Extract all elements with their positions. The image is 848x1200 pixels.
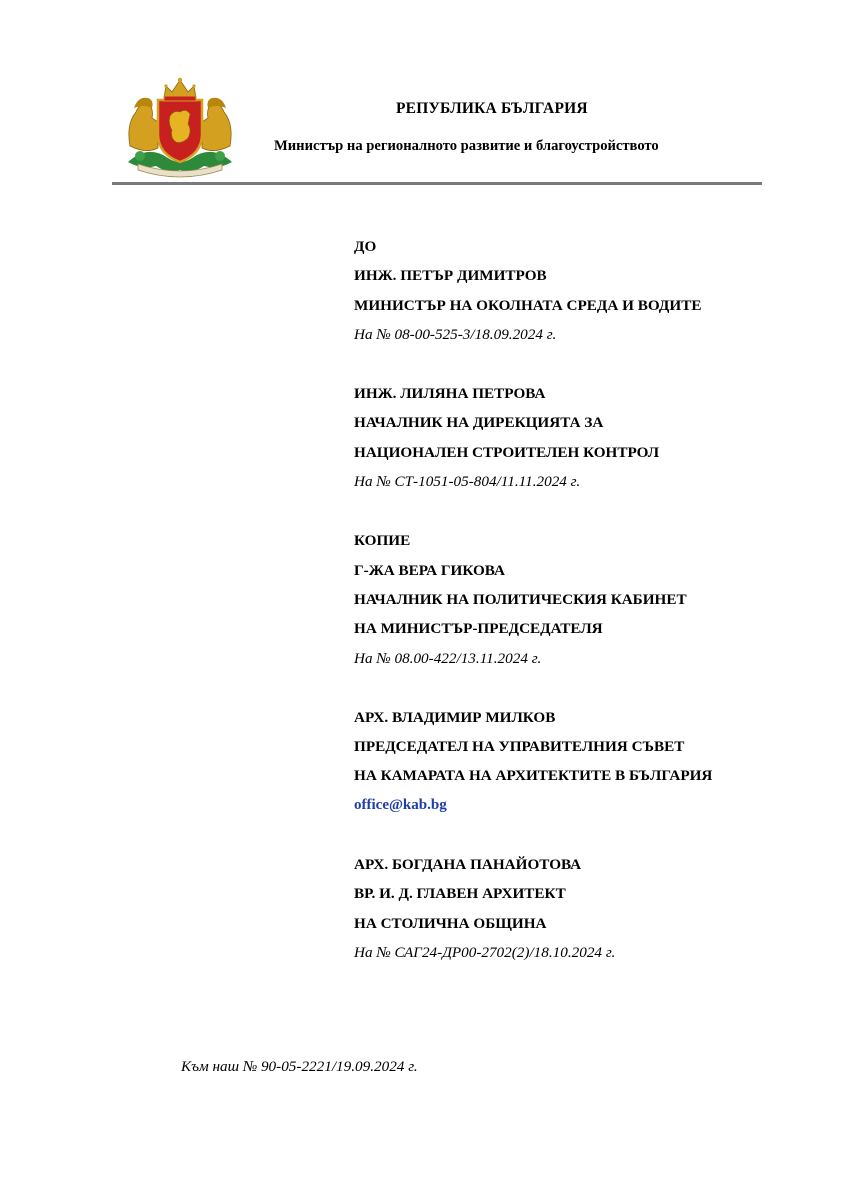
recipient-1-name: ИНЖ. ПЕТЪР ДИМИТРОВ	[354, 267, 547, 285]
recipient-2-name: ИНЖ. ЛИЛЯНА ПЕТРОВА	[354, 385, 546, 403]
recipient-2-title-1: НАЧАЛНИК НА ДИРЕКЦИЯТА ЗА	[354, 414, 604, 432]
recipient-4-name: АРХ. ВЛАДИМИР МИЛКОВ	[354, 708, 556, 726]
recipient-5-name: АРХ. БОГДАНА ПАНАЙОТОВА	[354, 856, 582, 874]
recipient-5-title-1: ВР. И. Д. ГЛАВЕН АРХИТЕКТ	[354, 885, 566, 903]
recipient-5-title-2: НА СТОЛИЧНА ОБЩИНА	[354, 914, 547, 932]
header-divider	[112, 182, 762, 185]
recipient-3-title-2: НА МИНИСТЪР-ПРЕДСЕДАТЕЛЯ	[354, 620, 603, 638]
ministry-name: Министър на регионалното развитие и благоустройството	[274, 138, 659, 154]
recipients-block	[354, 232, 814, 967]
our-reference: Към наш № 90-05-2221/19.09.2024 г.	[181, 1058, 418, 1075]
recipient-1-title: МИНИСТЪР НА ОКОЛНАТА СРЕДА И ВОДИТЕ	[354, 296, 702, 314]
copy-label: КОПИЕ	[354, 532, 411, 550]
recipient-1-ref: На № 08-00-525-3/18.09.2024 г.	[354, 325, 557, 343]
coat-of-arms-icon	[118, 74, 242, 178]
recipient-5-ref: На № САГ24-ДР00-2702(2)/18.10.2024 г.	[354, 943, 616, 961]
recipient-2-ref: На № СТ-1051-05-804/11.11.2024 г.	[354, 473, 581, 491]
recipient-4-title-2: НА КАМАРАТА НА АРХИТЕКТИТЕ В БЪЛГАРИЯ	[354, 767, 713, 785]
recipient-3-ref: На № 08.00-422/13.11.2024 г.	[354, 649, 542, 667]
recipient-4-title-1: ПРЕДСЕДАТЕЛ НА УПРАВИТЕЛНИЯ СЪВЕТ	[354, 738, 685, 756]
recipient-3-title-1: НАЧАЛНИК НА ПОЛИТИЧЕСКИЯ КАБИНЕТ	[354, 590, 687, 608]
recipient-4-email-link[interactable]: office@kab.bg	[354, 796, 447, 813]
country-name: РЕПУБЛИКА БЪЛГАРИЯ	[396, 100, 588, 117]
to-label: ДО	[354, 238, 377, 255]
recipient-2-title-2: НАЦИОНАЛЕН СТРОИТЕЛЕН КОНТРОЛ	[354, 443, 660, 461]
recipient-3-name: Г-ЖА ВЕРА ГИКОВА	[354, 561, 505, 579]
